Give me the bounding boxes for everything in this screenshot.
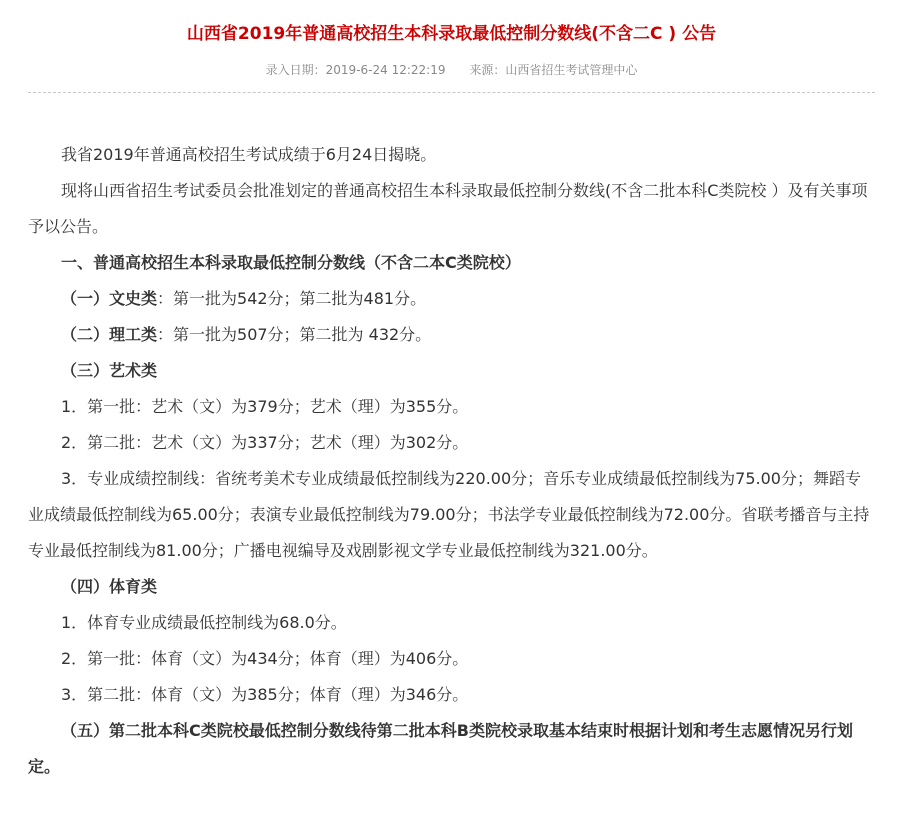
yishu-line-1: 1．第一批：艺术（文）为379分；艺术（理）为355分。 [61,397,469,416]
article-title: 山西省2019年普通高校招生本科录取最低控制分数线(不含二C ) 公告 [186,24,717,44]
section-heading-1: 一、普通高校招生本科录取最低控制分数线（不含二本C类院校） [61,253,521,272]
item-wenshi-label: （一）文史类 [61,289,158,308]
article-source: 来源：山西省招生考试管理中心 [469,63,638,77]
publish-date: 录入日期：2019-6-24 12:22:19 [265,63,446,77]
tiyu-line-2: 2．第一批：体育（文）为434分；体育（理）为406分。 [61,649,469,668]
paragraph-intro: 我省2019年普通高校招生考试成绩于6月24日揭晓。 [61,145,437,164]
item-ligong-label: （二）理工类 [61,325,158,344]
tiyu-line-3: 3．第二批：体育（文）为385分；体育（理）为346分。 [61,685,469,704]
item-wenshi [28,281,874,317]
yishu-line-2: 2．第二批：艺术（文）为337分；艺术（理）为302分。 [61,433,469,452]
tiyu-line-1: 1．体育专业成绩最低控制线为68.0分。 [61,613,347,632]
item-ligong [28,317,874,353]
title-divider [28,92,875,93]
item-wenshi-text: ：第一批为542分；第二批为481分。 [157,289,427,308]
item-tiyu-heading: （四）体育类 [61,577,158,596]
yishu-line-3: 3．专业成绩控制线：省统考美术专业成绩最低控制线为220.00分；音乐专业成绩最低控制线为75.00分；舞蹈专业成绩最低控制线为65.00分；表演专业最低控制线为79.00分；书法学专业最低控制线为72.00分。省联考播音与主持专业最低控制线为81.00分；广播电视编导及戏剧影视文学专业最低控制线为321.00分。 [28,469,870,560]
article-body [28,137,874,785]
section-heading-5: （五）第二批本科C类院校最低控制分数线待第二批本科B类院校录取基本结束时根据计划和考生志愿情况另行划定。 [28,721,853,776]
paragraph-announcement: 现将山西省招生考试委员会批准划定的普通高校招生本科录取最低控制分数线(不含二批本科C类院校 ）及有关事项予以公告。 [28,181,868,236]
item-yishu-heading: （三）艺术类 [61,361,158,380]
item-ligong-text: ：第一批为507分；第二批为 432分。 [157,325,432,344]
article-meta [0,62,903,78]
